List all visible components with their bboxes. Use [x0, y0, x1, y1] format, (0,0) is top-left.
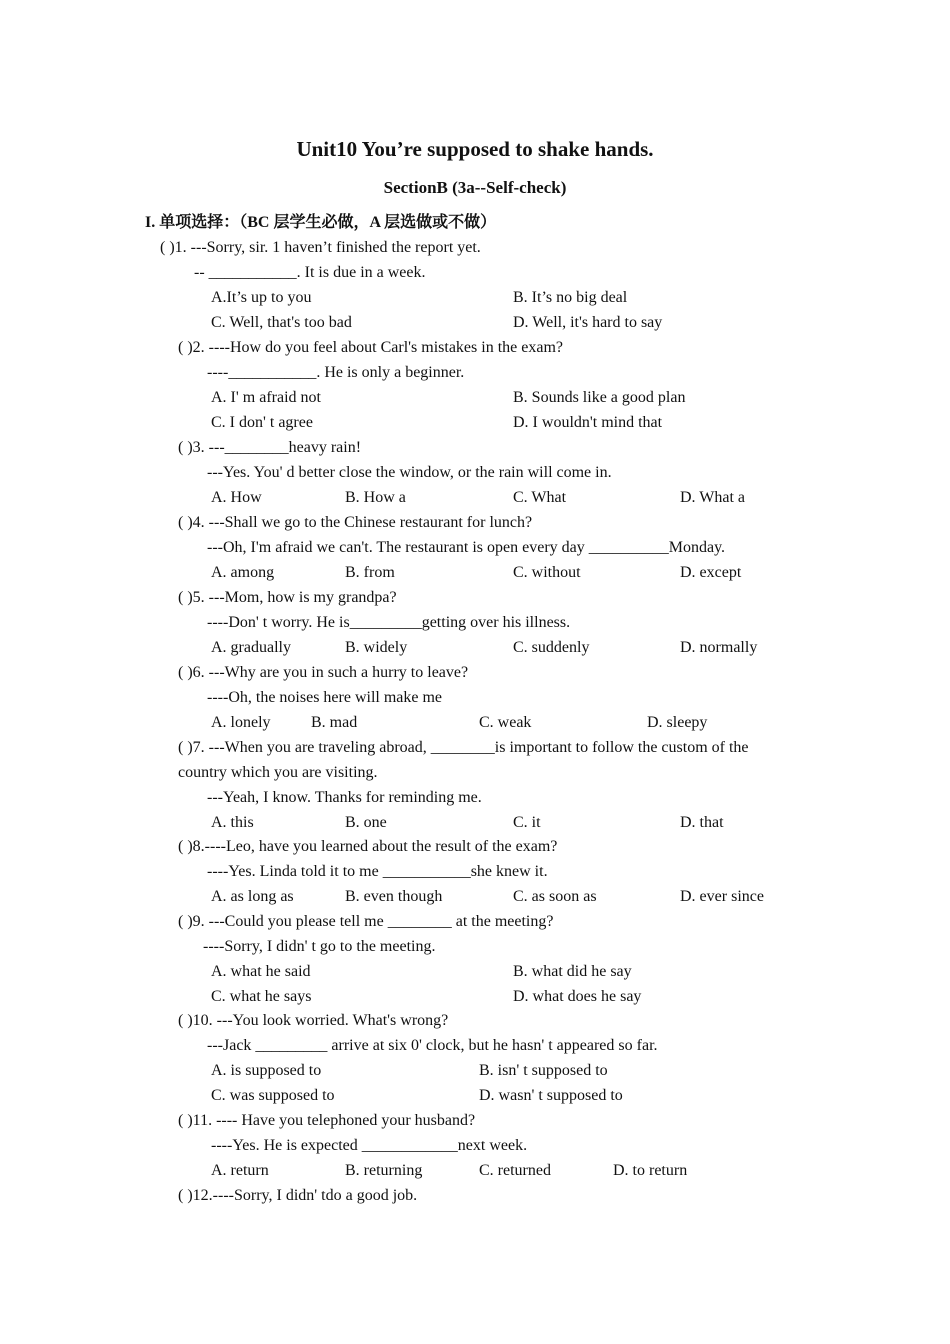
question-4-option-c: C. without	[513, 564, 581, 581]
question-4-option-b: B. from	[345, 564, 395, 581]
question-8-option-d: D. ever since	[680, 888, 764, 905]
section-heading: I. 单项选择：（BC 层学生必做，A 层选做或不做）	[145, 214, 497, 231]
question-8-option-b: B. even though	[345, 888, 443, 905]
question-2-stem: ( )2. ----How do you feel about Carl's mistakes in the exam?	[178, 339, 563, 356]
question-7-option-c: C. it	[513, 814, 541, 831]
question-3-stem: ( )3. ---________heavy rain!	[178, 439, 362, 456]
question-7-response: ---Yeah, I know. Thanks for reminding me.	[207, 789, 482, 806]
question-10-option-d: D. wasn' t supposed to	[479, 1087, 623, 1104]
question-3-option-c: C. What	[513, 489, 567, 506]
question-2-response: ----___________. He is only a beginner.	[207, 364, 465, 381]
question-4-option-d: D. except	[680, 564, 742, 581]
question-11-stem: ( )11. ---- Have you telephoned your husband?	[178, 1112, 476, 1129]
subtitle: SectionB (3a--Self-check)	[383, 178, 567, 197]
question-2-option-d: D. I wouldn't mind that	[513, 414, 663, 431]
question-3-option-a: A. How	[211, 489, 262, 506]
question-5-response: ----Don' t worry. He is_________getting over his illness.	[207, 614, 571, 631]
question-5-option-b: B. widely	[345, 639, 408, 656]
question-7-option-a: A. this	[211, 814, 254, 831]
question-5-stem: ( )5. ---Mom, how is my grandpa?	[178, 589, 397, 606]
question-8-response: ----Yes. Linda told it to me ___________she knew it.	[207, 863, 548, 880]
question-1-response: -- ___________. It is due in a week.	[194, 264, 426, 281]
question-11-option-d: D. to return	[613, 1162, 688, 1179]
question-8-option-c: C. as soon as	[513, 888, 597, 905]
question-12-stem: ( )12.----Sorry, I didn' tdo a good job.	[178, 1187, 418, 1204]
question-9-option-d: D. what does he say	[513, 988, 642, 1005]
question-6-option-a: A. lonely	[211, 714, 271, 731]
question-9-option-b: B. what did he say	[513, 963, 632, 980]
question-7-stem-continued: country which you are visiting.	[178, 764, 378, 781]
question-9-option-a: A. what he said	[211, 963, 311, 980]
question-6-response: ----Oh, the noises here will make me	[207, 689, 443, 706]
question-6-option-b: B. mad	[311, 714, 358, 731]
question-7-stem: ( )7. ---When you are traveling abroad, ________is important to follow the custom of the	[178, 739, 749, 756]
question-5-option-c: C. suddenly	[513, 639, 590, 656]
question-1-option-a: A.It’s up to you	[211, 289, 312, 306]
question-5-option-d: D. normally	[680, 639, 758, 656]
question-3-response: ---Yes. You' d better close the window, or the rain will come in.	[207, 464, 612, 481]
question-1-option-b: B. It’s no big deal	[513, 289, 628, 306]
question-8-option-a: A. as long as	[211, 888, 294, 905]
question-6-option-c: C. weak	[479, 714, 532, 731]
question-3-option-d: D. What a	[680, 489, 746, 506]
question-5-option-a: A. gradually	[211, 639, 291, 656]
question-2-option-b: B. Sounds like a good plan	[513, 389, 686, 406]
question-7-option-b: B. one	[345, 814, 387, 831]
question-4-stem: ( )4. ---Shall we go to the Chinese restaurant for lunch?	[178, 514, 533, 531]
title: Unit10 You’re supposed to shake hands.	[296, 137, 654, 161]
question-11-option-c: C. returned	[479, 1162, 551, 1179]
question-10-option-b: B. isn' t supposed to	[479, 1062, 608, 1079]
question-9-option-c: C. what he says	[211, 988, 312, 1005]
question-10-stem: ( )10. ---You look worried. What's wrong?	[178, 1012, 449, 1029]
question-1-option-c: C. Well, that's too bad	[211, 314, 352, 331]
question-6-stem: ( )6. ---Why are you in such a hurry to leave?	[178, 664, 469, 681]
question-1-stem: ( )1. ---Sorry, sir. 1 haven’t finished the report yet.	[160, 239, 481, 256]
question-4-response: ---Oh, I'm afraid we can't. The restaurant is open every day __________Monday.	[207, 539, 726, 556]
question-10-response: ---Jack _________ arrive at six 0' clock, but he hasn' t appeared so far.	[207, 1037, 658, 1054]
question-10-option-a: A. is supposed to	[211, 1062, 322, 1079]
question-1-option-d: D. Well, it's hard to say	[513, 314, 663, 331]
question-2-option-a: A. I' m afraid not	[211, 389, 321, 406]
question-10-option-c: C. was supposed to	[211, 1087, 335, 1104]
question-2-option-c: C. I don' t agree	[211, 414, 313, 431]
question-11-response: ----Yes. He is expected ____________next week.	[211, 1137, 528, 1154]
question-9-response: ----Sorry, I didn' t go to the meeting.	[203, 938, 436, 955]
question-3-option-b: B. How a	[345, 489, 406, 506]
question-6-option-d: D. sleepy	[647, 714, 708, 731]
question-7-option-d: D. that	[680, 814, 724, 831]
question-11-option-a: A. return	[211, 1162, 269, 1179]
question-9-stem: ( )9. ---Could you please tell me ________ at the meeting?	[178, 913, 554, 930]
question-4-option-a: A. among	[211, 564, 275, 581]
question-8-stem: ( )8.----Leo, have you learned about the result of the exam?	[178, 838, 558, 855]
question-11-option-b: B. returning	[345, 1162, 423, 1179]
